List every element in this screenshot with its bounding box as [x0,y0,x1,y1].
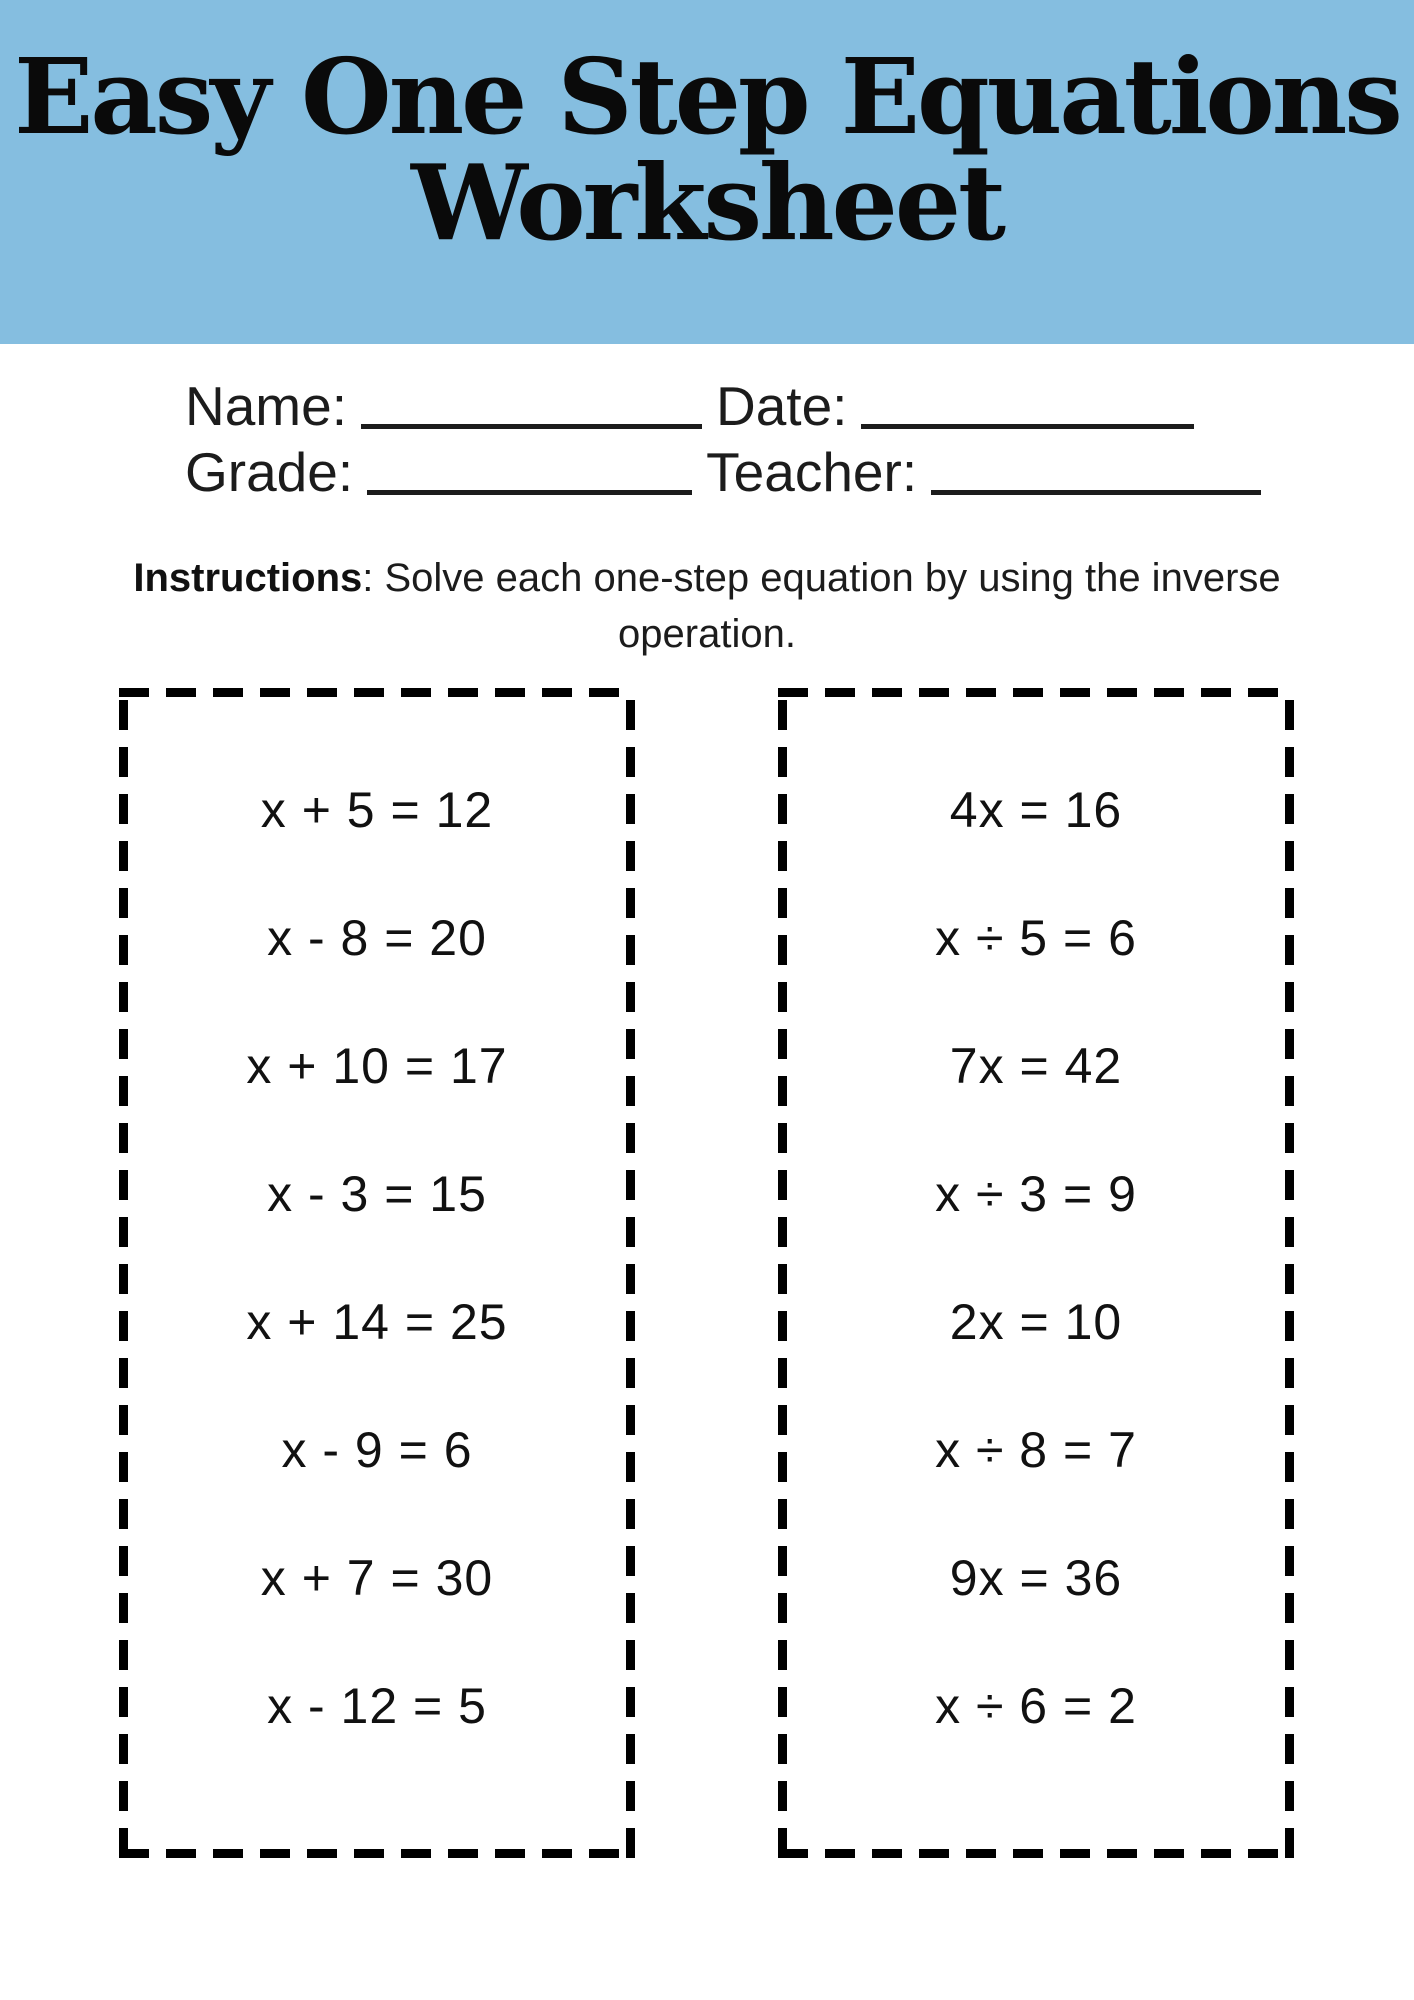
instructions-line2: operation. [618,612,796,656]
equation: x + 10 = 17 [246,1038,508,1094]
teacher-underline [931,490,1261,495]
page-title-line1: Easy One Step Equations [14,35,1400,158]
date-label: Date: [716,375,848,437]
instructions [0,550,1414,662]
teacher-label: Teacher: [706,441,918,503]
grade-teacher-row [185,441,1261,503]
instructions-line1 [0,550,1414,606]
equation: 7x = 42 [949,1038,1123,1094]
equation: x - 9 = 6 [281,1422,473,1478]
page-title [0,0,1414,265]
name-date-row [185,375,1194,437]
date-underline [861,424,1194,429]
equation: x ÷ 8 = 7 [935,1422,1137,1478]
instructions-text: : Solve each one-step equation by using the inverse [362,556,1281,600]
equation: 4x = 16 [949,782,1123,838]
page-title-line2: Worksheet [410,141,1004,265]
equation: x + 7 = 30 [260,1550,494,1606]
right-equation-box [778,688,1294,1858]
equation: x + 5 = 12 [260,782,494,838]
equation: x - 12 = 5 [267,1678,487,1734]
instructions-bold-label: Instructions [133,556,363,600]
equation: x + 14 = 25 [246,1294,508,1350]
equation: x ÷ 5 = 6 [935,910,1137,966]
grade-underline [367,490,692,495]
equation: x ÷ 6 = 2 [935,1678,1137,1734]
equation: x - 8 = 20 [267,910,487,966]
equation: x - 3 = 15 [267,1166,487,1222]
name-underline [361,424,702,429]
equation: 2x = 10 [949,1294,1123,1350]
header-banner [0,0,1414,344]
name-label: Name: [185,375,347,437]
equation: 9x = 36 [949,1550,1123,1606]
left-equation-box [119,688,635,1858]
grade-label: Grade: [185,441,354,503]
equation: x ÷ 3 = 9 [935,1166,1137,1222]
